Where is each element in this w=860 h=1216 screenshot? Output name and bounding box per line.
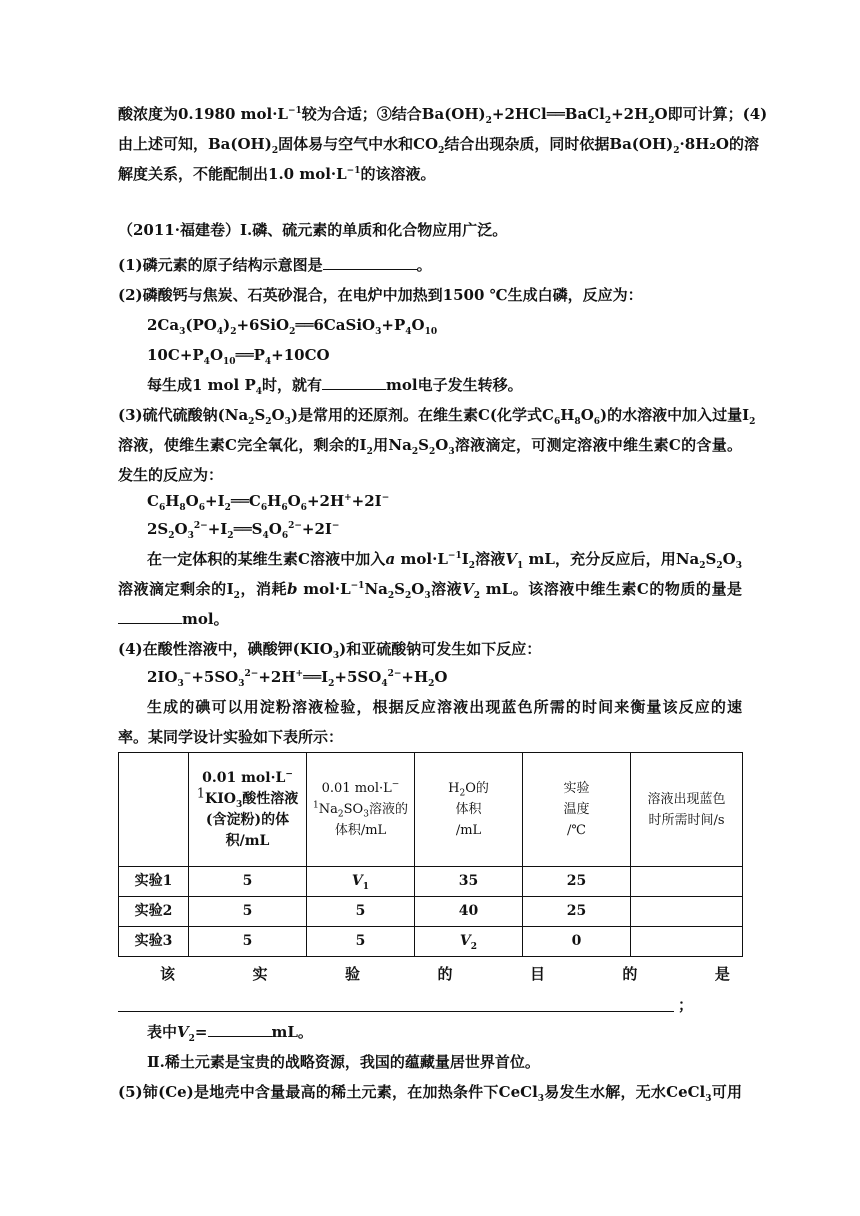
equation-3: $C_6H_8O_6+I_2══C_6H_6O_6+2H^++2I^-$: [147, 492, 390, 513]
header-cell-0: [119, 753, 189, 867]
question-3-para3: mol。: [118, 609, 742, 629]
table-row: 实验1 5 $V_1$ 35 25: [119, 867, 743, 897]
question-2: (2)磷酸钙与焦炭、石英砂混合，在电炉中加热到1500 ℃生成白磷，反应为：: [118, 286, 643, 304]
text-line-2: 由上述可知，$Ba(OH)_2$固体易与空气中水和$CO_2$结合出现杂质，同时依据$Ba(OH)_2\cdot 8H_2O$的溶: [118, 135, 759, 156]
header-cell-kio3: 0.01 mol·L− $^1KIO_3$酸性溶液 (含淀粉)的体 积/mL: [189, 753, 307, 867]
experiment-table: [118, 752, 743, 957]
question-4-para2: 率。某同学设计实验如下表所示：: [118, 728, 344, 746]
question-4-purpose: 该 实 验 的 目 的 是: [160, 965, 730, 983]
equation-2: $10C+P_4O_{10}══P_4+10CO$: [147, 346, 330, 367]
question-3-para: 在一定体积的某维生素C溶液中加入a $mol\cdot L^{-1}I_2$溶液$V_1$ mL，充分反应后，用$Na_2S_2O_3$: [147, 550, 742, 571]
equation-4: $2S_2O_3^{2-}+I_2══S_4O_6^{2-}+2I^-$: [147, 520, 340, 541]
question-3-para2: 溶液滴定剩余的$I_2$，消耗b $mol\cdot L^{-1}Na_2S_2O_3$溶液$V_2$ mL。该溶液中维生素C的物质的量是: [118, 580, 742, 601]
question-1: (1)磷元素的原子结构示意图是 。: [118, 256, 432, 274]
question-3-cont: 溶液，使维生素C完全氧化，剩余的$I_2$用$Na_2S_2O_3$溶液滴定，可测定溶液中维生素C的含量。: [118, 436, 742, 457]
question-3-cont2: 发生的反应为：: [118, 466, 224, 484]
semicolon: ；: [678, 996, 694, 1014]
question-5: (5)铈(Ce)是地壳中含量最高的稀土元素，在加热条件下CeCl$_3$易发生水解，无水CeCl$_3$可用: [118, 1083, 742, 1104]
question-4-para: 生成的碘可以用淀粉溶液检验，根据反应溶液出现蓝色所需的时间来衡量该反应的速: [147, 698, 742, 716]
header-cell-water: $H_2O$的 体积 /mL: [415, 753, 523, 867]
section-2-header: Ⅱ.稀土元素是宝贵的战略资源，我国的蕴藏量居世界首位。: [147, 1053, 540, 1071]
table-row: 实验2 5 5 40 25: [119, 897, 743, 927]
table-row: 实验3 5 5 $V_2$ 0: [119, 927, 743, 957]
header-cell-temp: 实验 温度 /℃: [523, 753, 631, 867]
header-cell-time: 溶液出现蓝色 时所需时间/s: [631, 753, 743, 867]
question-4-v2: 表中$V_2=$ mL。: [147, 1023, 313, 1044]
question-3: (3)硫代硫酸钠$(Na_2S_2O_3)$是常用的还原剂。在维生素C(化学式$C_6H_8O_6$)的水溶液中加入过量$I_2$: [118, 406, 756, 427]
answer-blank-purpose: [118, 1001, 674, 1012]
equation-1: $2Ca_3(PO_4)_2+6SiO_2══6CaSiO_3+P_4O_{10}$: [147, 316, 438, 337]
equation-5: $2IO_3^-+5SO_3^{2-}+2H^+══I_2+5SO_4^{2-}+H_2O$: [147, 668, 448, 689]
question-2-blank: 每生成1 mol $P_4$时，就有 mol电子发生转移。: [147, 376, 523, 397]
question-4: (4)在酸性溶液中，碘酸钾$(KIO_3)$和亚硫酸钠可发生如下反应：: [118, 640, 542, 661]
question-header: （2011·福建卷）Ⅰ.磷、硫元素的单质和化合物应用广泛。: [118, 221, 508, 239]
text-line-1: 酸浓度为0.1980 $mol\cdot L^{-1}$较为合适；③结合$Ba(OH)_2+2HCl══BaCl_2+2H_2O$即可计算；(4): [118, 105, 768, 126]
text-line-3: 解度关系，不能配制出1.0 $mol\cdot L^{-1}$的该溶液。: [118, 165, 436, 183]
header-cell-na2so3: 0.01 mol·L− $^1Na_2SO_3$溶液的 体积/mL: [307, 753, 415, 867]
